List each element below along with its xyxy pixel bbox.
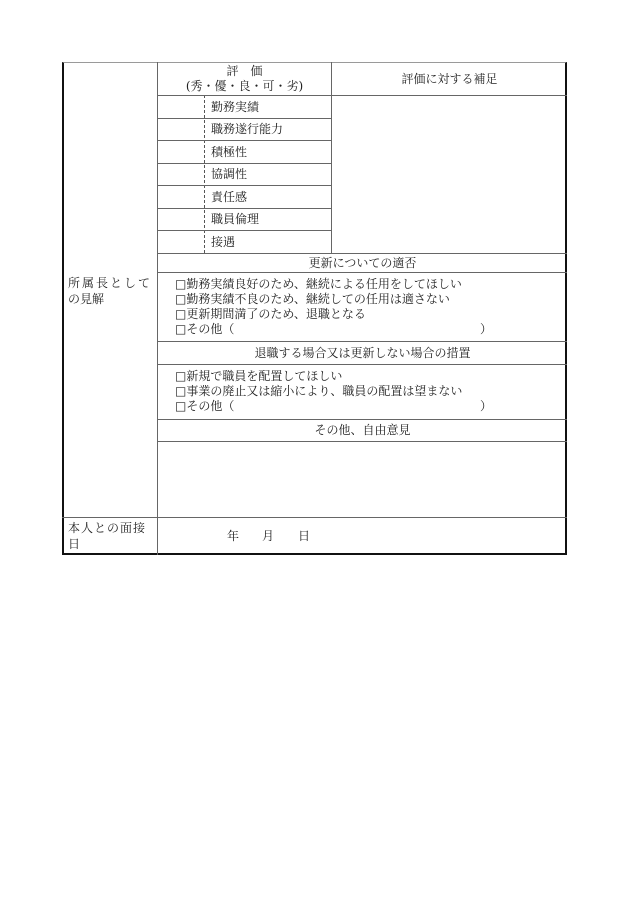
grade-input[interactable] bbox=[158, 119, 203, 140]
grade-input[interactable] bbox=[158, 96, 203, 117]
divider bbox=[157, 341, 567, 342]
interview-label-line2: 日 bbox=[68, 537, 81, 551]
renewal-option[interactable]: □更新期間満了のため、退職となる bbox=[175, 307, 366, 321]
interview-label-line1: 本人との面接 bbox=[68, 521, 147, 535]
measures-other-close: ） bbox=[480, 399, 493, 413]
renewal-option[interactable]: □勤務実績不良のため、継続しての任用は適さない bbox=[175, 292, 450, 306]
divider bbox=[157, 272, 567, 273]
section-label-line2: の見解 bbox=[68, 292, 105, 306]
free-opinion-input[interactable] bbox=[158, 442, 565, 516]
supplement-header: 評価に対する補足 bbox=[401, 72, 498, 86]
divider bbox=[157, 364, 567, 365]
measures-option[interactable]: □事業の廃止又は縮小により、職員の配置は望まない bbox=[175, 384, 463, 398]
measures-option[interactable]: □新規で職員を配置してほしい bbox=[175, 369, 343, 383]
measures-option-other[interactable]: □その他（ bbox=[175, 399, 235, 413]
evaluation-header-scale: (秀・優・良・可・劣) bbox=[185, 79, 304, 93]
evaluation-item-label: 接遇 bbox=[211, 235, 236, 249]
grade-input[interactable] bbox=[158, 186, 203, 207]
evaluation-item-label: 協調性 bbox=[211, 167, 248, 181]
renewal-other-close: ） bbox=[480, 322, 493, 336]
evaluation-item-label: 職務遂行能力 bbox=[211, 122, 284, 136]
divider bbox=[157, 253, 567, 254]
grade-input[interactable] bbox=[158, 164, 203, 185]
grade-input[interactable] bbox=[158, 231, 203, 252]
renewal-option[interactable]: □勤務実績良好のため、継続による任用をしてほしい bbox=[175, 277, 462, 291]
grade-input[interactable] bbox=[158, 209, 203, 230]
interview-year: 年 bbox=[227, 529, 240, 543]
evaluation-item-label: 積極性 bbox=[211, 145, 248, 159]
interview-date-input[interactable] bbox=[158, 518, 565, 553]
renewal-title: 更新についての適否 bbox=[308, 256, 417, 270]
evaluation-item-label: 職員倫理 bbox=[211, 212, 260, 226]
evaluation-item-label: 責任感 bbox=[211, 190, 248, 204]
grade-input[interactable] bbox=[158, 141, 203, 162]
supplement-input[interactable] bbox=[332, 96, 565, 252]
evaluation-item-label: 勤務実績 bbox=[211, 100, 260, 114]
section-label-line1: 所属長として bbox=[68, 276, 153, 290]
free-opinion-title: その他、自由意見 bbox=[314, 423, 411, 437]
measures-title: 退職する場合又は更新しない場合の措置 bbox=[254, 346, 471, 360]
divider bbox=[157, 419, 567, 420]
interview-month: 月 bbox=[262, 529, 275, 543]
renewal-option-other[interactable]: □その他（ bbox=[175, 322, 235, 336]
interview-day: 日 bbox=[298, 529, 311, 543]
evaluation-header-title: 評 価 bbox=[226, 64, 263, 78]
